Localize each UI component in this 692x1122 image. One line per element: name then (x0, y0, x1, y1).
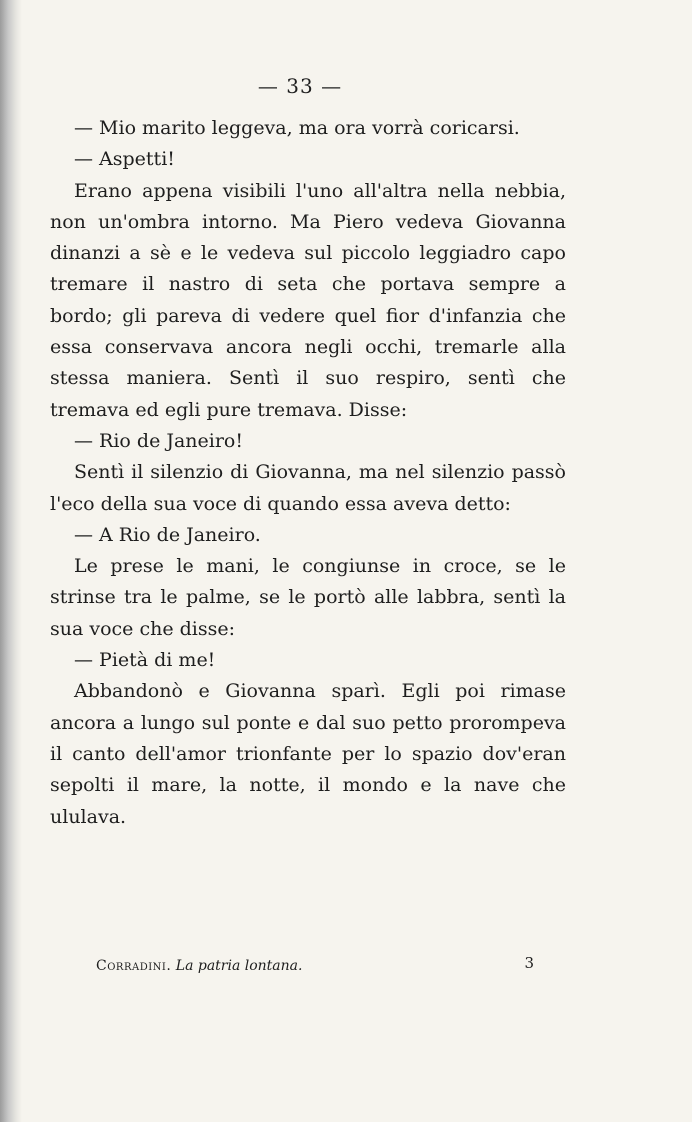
paragraph-9: Abbandonò e Giovanna sparì. Egli poi rimase ancora a lungo sul ponte e dal suo petto prorompeva il canto dell'amor trionfante per lo spazio dov'eran sepolti il mare, la notte, il mondo e la nave che ululava. (50, 680, 566, 828)
paragraph-2: — Aspetti! (74, 148, 175, 171)
signature-mark: 3 (524, 954, 534, 972)
paragraph-6: — A Rio de Janeiro. (74, 523, 261, 546)
paragraph-7: Le prese le mani, le congiunse in croce, se le strinse tra le palme, se le portò alle labbra, sentì la sua voce che disse: (50, 555, 566, 640)
page-footer (96, 954, 534, 974)
paragraph-5: Sentì il silenzio di Giovanna, ma nel silenzio passò l'eco della sua voce di quando essa aveva detto: (50, 461, 566, 515)
paragraph-4: — Rio de Janeiro! (74, 429, 244, 452)
footer-title: La patria lontana. (175, 958, 303, 974)
footer-author: Corradini. (96, 958, 172, 974)
book-spine-shadow (0, 0, 22, 1122)
body-text (50, 113, 566, 833)
page-number: — 33 — (257, 74, 343, 98)
paragraph-1: — Mio marito leggeva, ma ora vorrà coricarsi. (74, 117, 520, 139)
paragraph-3: Erano appena visibili l'uno all'altra nella nebbia, non un'ombra intorno. Ma Piero vedeva Giovanna dinanzi a sè e le vedeva sul piccolo leggiadro capo tremare il nastro di seta che portava sempre a bordo; gli pareva di vedere quel fior d'infanzia che essa conservava ancora negli occhi, tremarle alla stessa maniera. Sentì il suo respiro, sentì che tremava ed egli pure tremava. Disse: (50, 179, 566, 421)
paragraph-8: — Pietà di me! (74, 649, 216, 672)
